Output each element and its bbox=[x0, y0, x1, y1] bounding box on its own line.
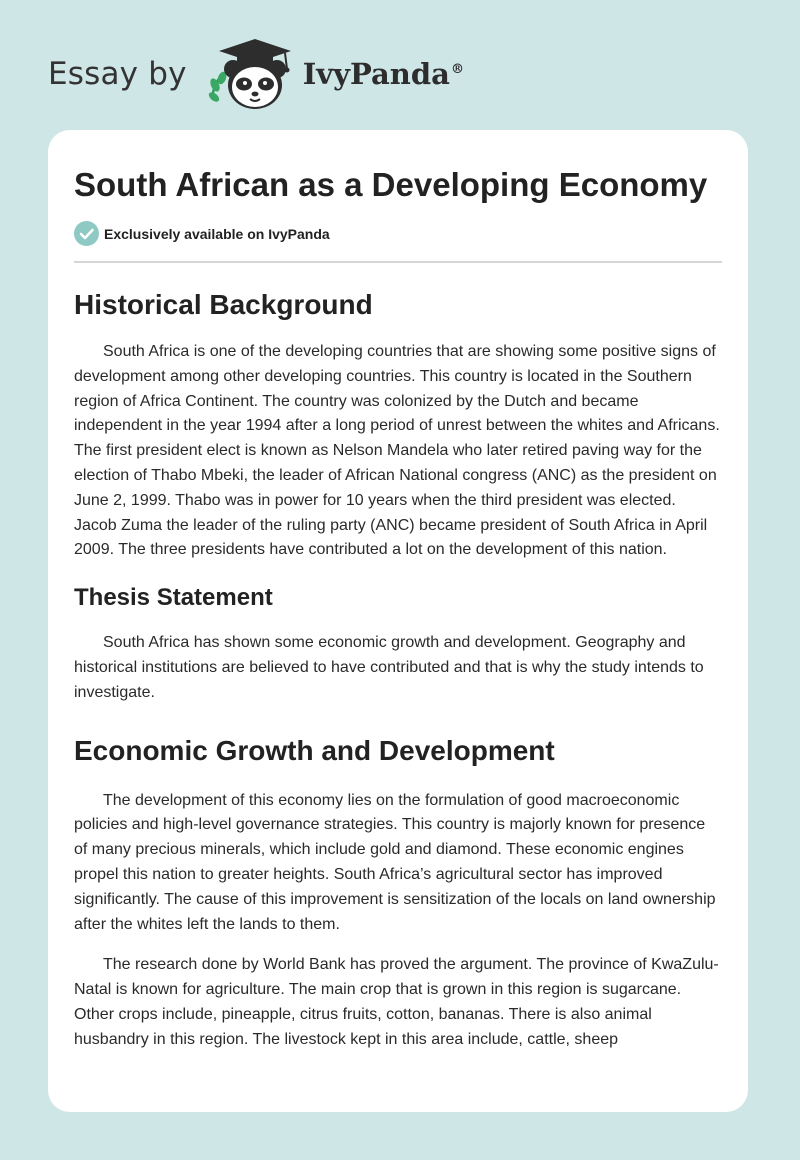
exclusive-badge bbox=[74, 221, 722, 246]
brand-name bbox=[303, 57, 464, 91]
paragraph: The development of this economy lies on the formulation of good macroeconomic policies and high-level governance strategies. This country is majorly known for presence of many precious minerals, which include gold and diamond. These economic engines propel this nation to greater heights. South Africa’s agricultural sector has improved significantly. The cause of this improvement is sensitization of the locals on land ownership after the whites left the lands to them. bbox=[74, 791, 716, 933]
section-economic-growth bbox=[74, 733, 722, 1053]
registered-mark: ® bbox=[450, 62, 464, 78]
paragraph: South Africa is one of the developing countries that are showing some positive signs of development among other developing countries. This country is located in the Southern region of Africa Continent. The country was colonized by the Dutch and became independent in the year 1994 after a long period of unrest between the whites and Africans. The first president elect is known as Nelson Mandela who later retired paving way for the election of Thabo Mbeki, the leader of African National congress (ANC) as the president on June 2, 1999. Thabo was in power for 10 years when the third president was elected. Jacob Zuma the leader of the ruling party (ANC) became president of South Africa in April 2009. The three presidents have contributed a lot on the development of this nation. bbox=[74, 343, 720, 559]
exclusive-badge-text: Exclusively available on IvyPanda bbox=[104, 225, 330, 242]
section-heading: Thesis Statement bbox=[74, 584, 273, 612]
panda-logo-icon bbox=[205, 35, 297, 113]
title-divider bbox=[74, 261, 722, 263]
essay-title: South African as a Developing Economy bbox=[74, 166, 708, 203]
check-circle-icon bbox=[74, 221, 99, 246]
paragraph: South Africa has shown some economic growth and development. Geography and historical institutions are believed to have contributed and that is why the study intends to investigate. bbox=[74, 634, 704, 701]
section-historical-background bbox=[74, 287, 722, 563]
paragraph: The research done by World Bank has proved the argument. The province of KwaZulu- Natal is known for agriculture. The main crop that is grown in this region is sugarcane. Other crops include, pineapple, citrus fruits, cotton, bananas. There is also animal husbandry in this region. The livestock kept in this area include, cattle, sheep bbox=[74, 956, 719, 1048]
section-heading: Economic Growth and Development bbox=[74, 734, 555, 766]
brand-prefix: Essay by bbox=[48, 56, 187, 92]
essay-card bbox=[48, 130, 748, 1112]
section-thesis-statement bbox=[74, 583, 722, 705]
brand-name-text: IvyPanda bbox=[302, 57, 450, 91]
site-brand[interactable] bbox=[48, 34, 464, 114]
section-heading: Historical Background bbox=[74, 289, 373, 320]
